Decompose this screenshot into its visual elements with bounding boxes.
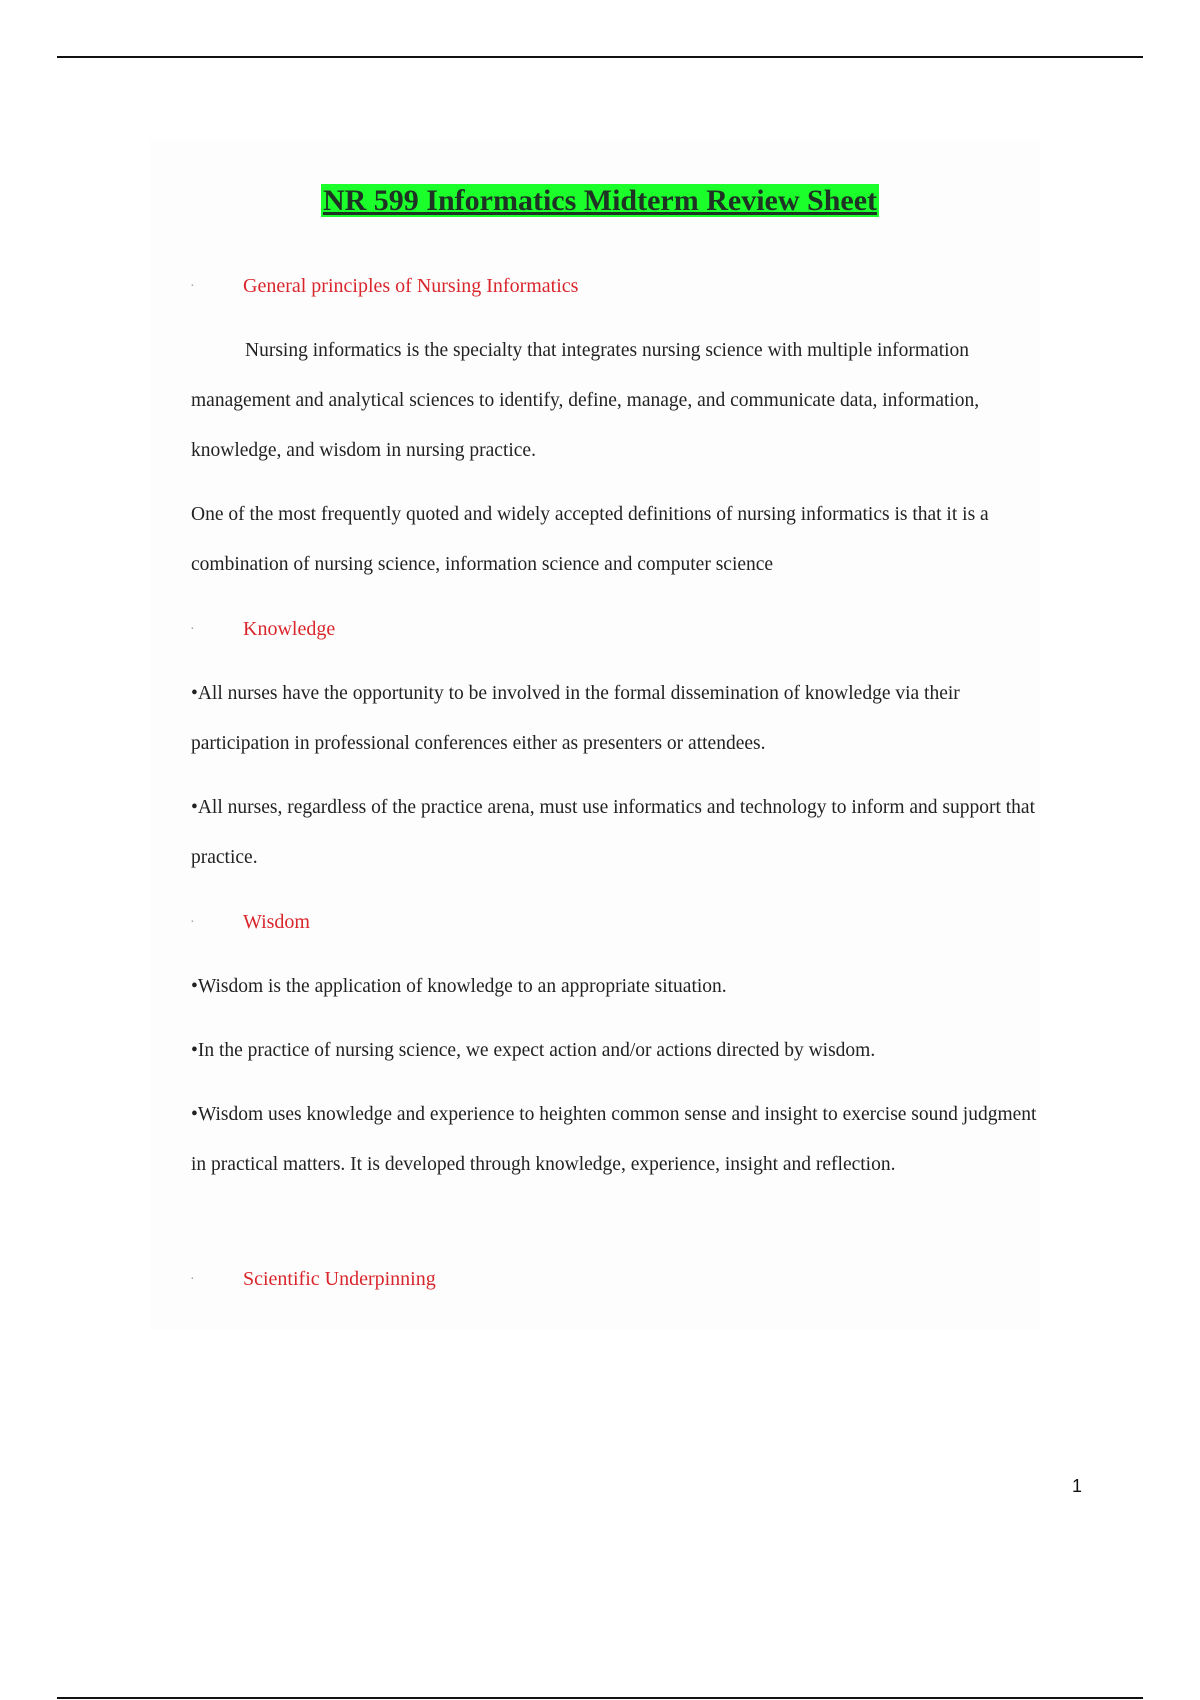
page-number: 1 <box>1072 1476 1083 1496</box>
document-title-text: NR 599 Informatics Midterm Review Sheet <box>322 184 878 217</box>
paragraph-nursing-informatics-definition: Nursing informatics is the specialty that integrates nursing science with multiple information management and analytical sciences to identify, define, manage, and communicate data, information, knowledge, and wisdom in nursing practice. <box>191 340 980 461</box>
paragraph-knowledge-technology: •All nurses, regardless of the practice arena, must use informatics and technology to inform and support that practice. <box>191 797 1036 868</box>
top-rule <box>57 56 1143 58</box>
section-heading-wisdom <box>190 909 310 936</box>
document-title <box>0 182 1200 220</box>
bullet-marker: · <box>190 1272 195 1288</box>
paragraph-wisdom-judgment: •Wisdom uses knowledge and experience to heighten common sense and insight to exercise sound judgment in practical matters. It is developed through knowledge, experience, insight and reflection. <box>191 1104 1037 1175</box>
section-heading-text: Knowledge <box>243 618 336 640</box>
section-heading-knowledge <box>190 616 335 643</box>
section-heading-general-principles <box>190 273 578 300</box>
bullet-marker: · <box>190 915 195 931</box>
bottom-rule <box>57 1697 1143 1699</box>
section-heading-scientific-underpinning <box>190 1266 436 1293</box>
section-heading-text: Scientific Underpinning <box>243 1268 436 1290</box>
section-heading-text: Wisdom <box>243 911 310 933</box>
paragraph-wisdom-application: •Wisdom is the application of knowledge to an appropriate situation. <box>191 976 727 997</box>
bullet-marker: · <box>190 279 195 295</box>
paragraph-combination-definition: One of the most frequently quoted and widely accepted definitions of nursing informatics is that it is a combination of nursing science, information science and computer science <box>191 504 989 575</box>
section-heading-text: General principles of Nursing Informatics <box>243 275 579 297</box>
bullet-marker: · <box>190 622 195 638</box>
paragraph-wisdom-practice: •In the practice of nursing science, we expect action and/or actions directed by wisdom. <box>191 1040 876 1061</box>
paragraph-knowledge-dissemination: •All nurses have the opportunity to be involved in the formal dissemination of knowledge via their participation in professional conferences either as presenters or attendees. <box>191 683 960 754</box>
